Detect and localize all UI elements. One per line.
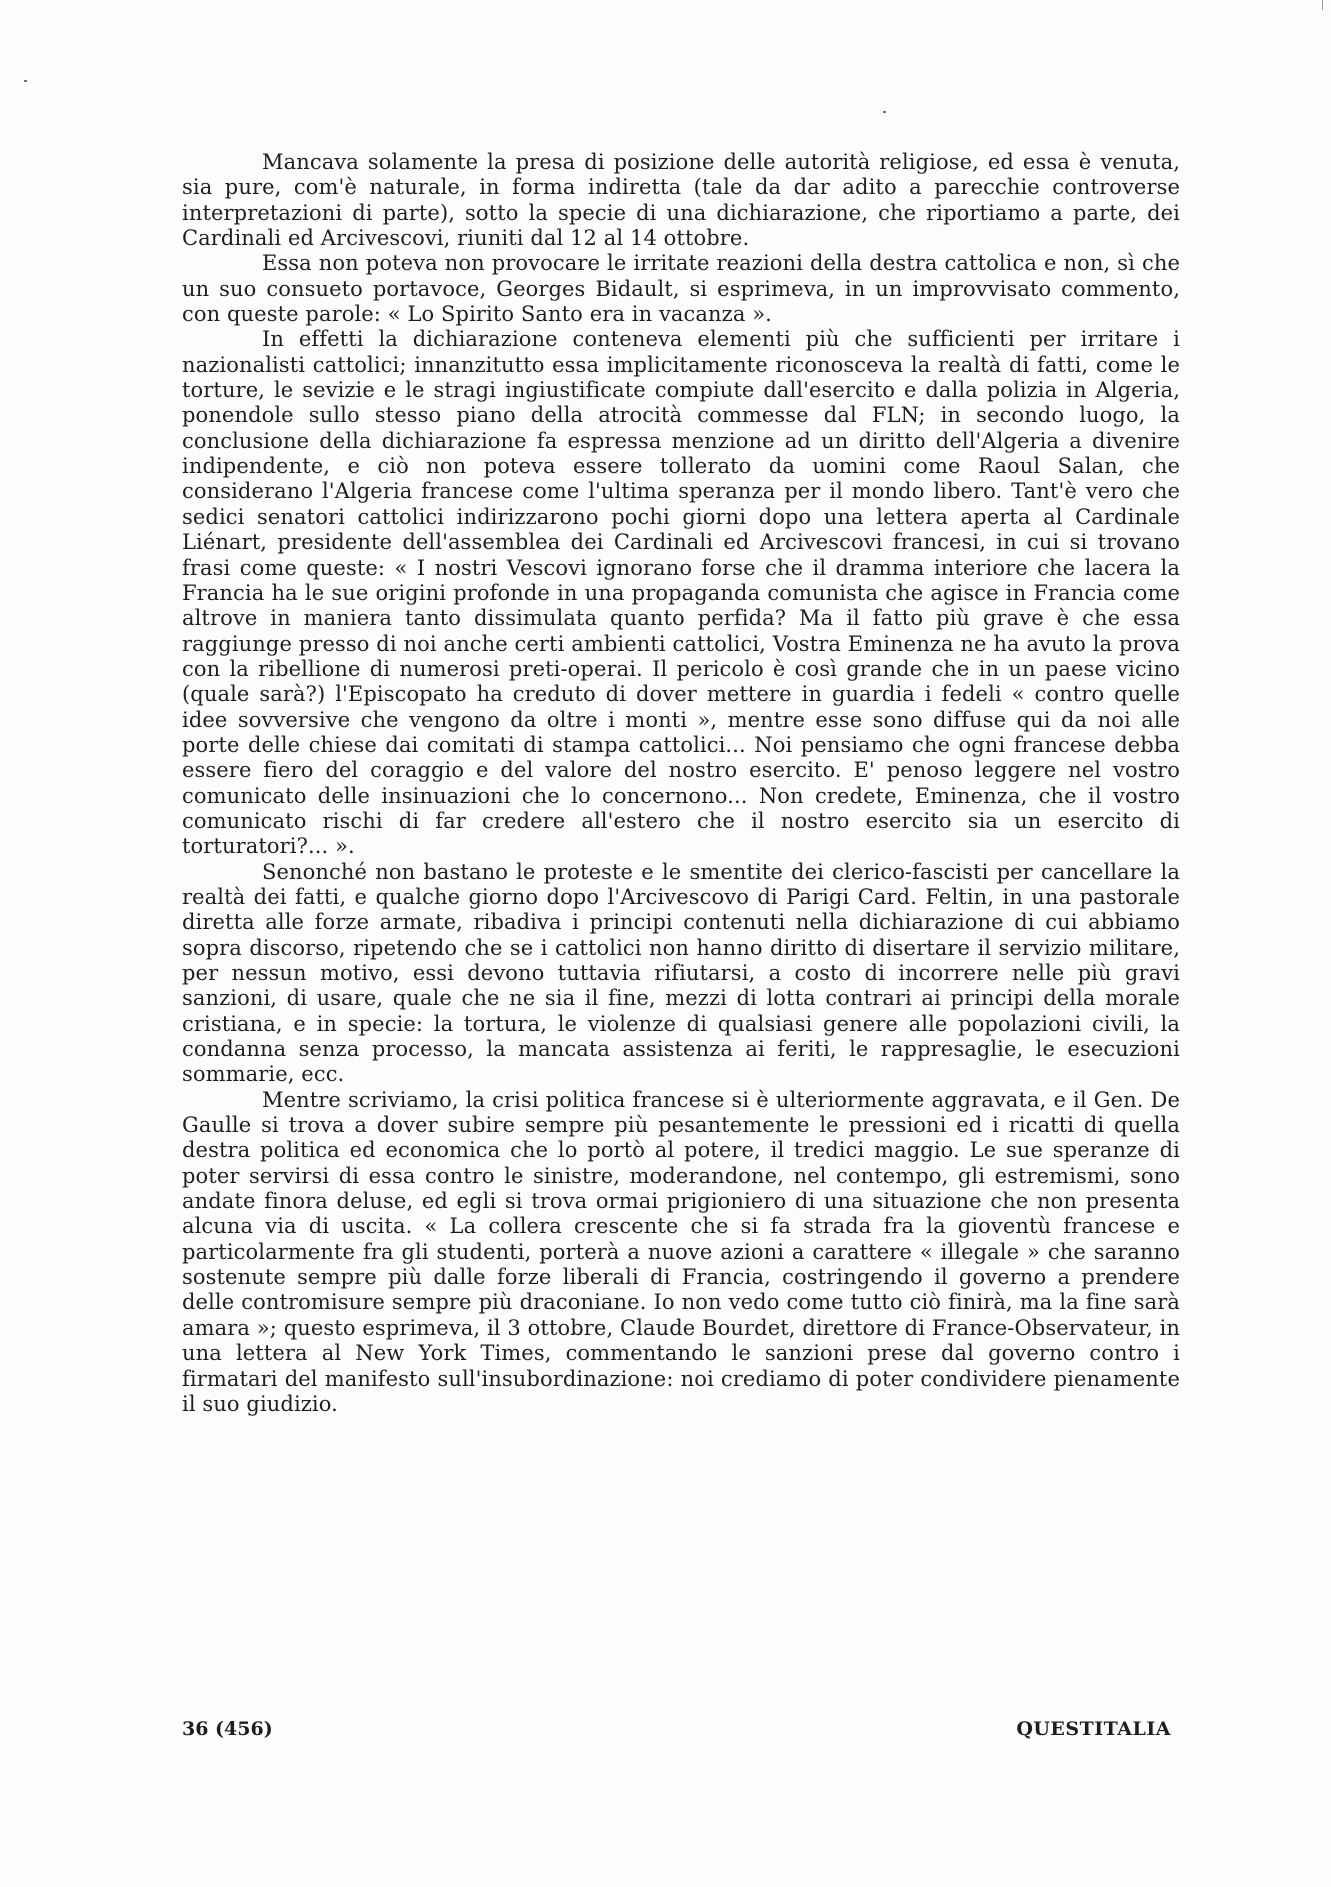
paragraph: Mentre scriviamo, la crisi politica francese si è ulteriormente aggravata, e il Gen. De Gaulle si trova a dover subire sempre più pesantemente le pressioni ed i ricatti di quella destra politica ed economica che lo portò al potere, il tredici maggio. Le sue speranze di poter servirsi di essa contro le sinistre, moderandone, nel contempo, gli estremismi, sono andate finora deluse, ed egli si trova ormai prigioniero di una situazione che non presenta alcuna via di uscita. « La collera crescente che si fa strada fra la gioventù francese e particolarmente fra gli studenti, porterà a nuove azioni a carattere « illegale » che saranno sostenute sempre più dalle forze liberali di Francia, costringendo il governo a prendere delle contromisure sempre più draconiane. Io non vedo come tutto ciò finirà, ma la fine sarà amara »; questo esprimeva, il 3 ottobre, Claude Bourdet, direttore di France-Observateur, in una lettera al New York Times, commentando le sanzioni prese dal governo contro i firmatari del manifesto sull'insubordinazione: noi crediamo di poter condividere pienamente il suo giudizio. xyxy=(182,1087,1180,1416)
paragraph: Senonché non bastano le proteste e le smentite dei clerico-fascisti per cancellare la realtà dei fatti, e qualche giorno dopo l'Arcivescovo di Parigi Card. Feltin, in una pastorale diretta alle forze armate, ribadiva i principi contenuti nella dichiarazione di cui abbiamo sopra discorso, ripetendo che se i cattolici non hanno diritto di disertare il servizio militare, per nessun motivo, essi devono tuttavia rifiutarsi, a costo di incorrere nelle più gravi sanzioni, di usare, quale che ne sia il fine, mezzi di lotta contrari ai principi della morale cristiana, e in specie: la tortura, le violenze di qualsiasi genere alle popolazioni civili, la condanna senza processo, la mancata assistenza ai feriti, le rappresaglie, le esecuzioni sommarie, ecc. xyxy=(182,859,1180,1087)
speck-mark xyxy=(883,111,886,113)
paragraph: Essa non poteva non provocare le irritate reazioni della destra cattolica e non, sì che un suo consueto portavoce, Georges Bidault, si esprimeva, in un improvvisato commento, con queste parole: « Lo Spirito Santo era in vacanza ». xyxy=(182,251,1180,327)
speck-mark xyxy=(24,80,27,82)
article-body xyxy=(182,150,1180,1417)
edge-line xyxy=(1322,0,1323,10)
publication-name: QUESTITALIA xyxy=(1016,1718,1171,1740)
paragraph: In effetti la dichiarazione conteneva elementi più che sufficienti per irritare i nazionalisti cattolici; innanzitutto essa implicitamente riconosceva la realtà di fatti, come le torture, le sevizie e le stragi ingiustificate compiute dall'esercito e dalla polizia in Algeria, ponendole sullo stesso piano della atrocità commesse dal FLN; in secondo luogo, la conclusione della dichiarazione fa espressa menzione ad un diritto dell'Algeria a divenire indipendente, e ciò non poteva essere tollerato da uomini come Raoul Salan, che considerano l'Algeria francese come l'ultima speranza per il mondo libero. Tant'è vero che sedici senatori cattolici indirizzarono pochi giorni dopo una lettera aperta al Cardinale Liénart, presidente dell'assemblea dei Cardinali ed Arcivescovi francesi, in cui si trovano frasi come queste: « I nostri Vescovi ignorano forse che il dramma interiore che lacera la Francia ha le sue origini profonde in una propaganda comunista che agisce in Francia come altrove in maniera tanto dissimulata quanto perfida? Ma il fatto più grave è che essa raggiunge presso di noi anche certi ambienti cattolici, Vostra Eminenza ne ha avuto la prova con la ribellione di numerosi preti-operai. Il pericolo è così grande che in un paese vicino (quale sarà?) l'Episcopato ha creduto di dover mettere in guardia i fedeli « contro quelle idee sovversive che vengono da oltre i monti », mentre esse sono diffuse qui da noi alle porte delle chiese dai comitati di stampa cattolici... Noi pensiamo che ogni francese debba essere fiero del coraggio e del valore del nostro esercito. E' penoso leggere nel vostro comunicato delle insinuazioni che lo concernono... Non credete, Eminenza, che il vostro comunicato rischi di far credere all'estero che il nostro esercito sia un esercito di torturatori?... ». xyxy=(182,327,1180,859)
paragraph: Mancava solamente la presa di posizione delle autorità religiose, ed essa è venuta, sia pure, com'è naturale, in forma indiretta (tale da dar adito a parecchie controverse interpretazioni di parte), sotto la specie di una dichiarazione, che riportiamo a parte, dei Cardinali ed Arcivescovi, riuniti dal 12 al 14 ottobre. xyxy=(182,150,1180,251)
page-number: 36 (456) xyxy=(182,1718,273,1740)
